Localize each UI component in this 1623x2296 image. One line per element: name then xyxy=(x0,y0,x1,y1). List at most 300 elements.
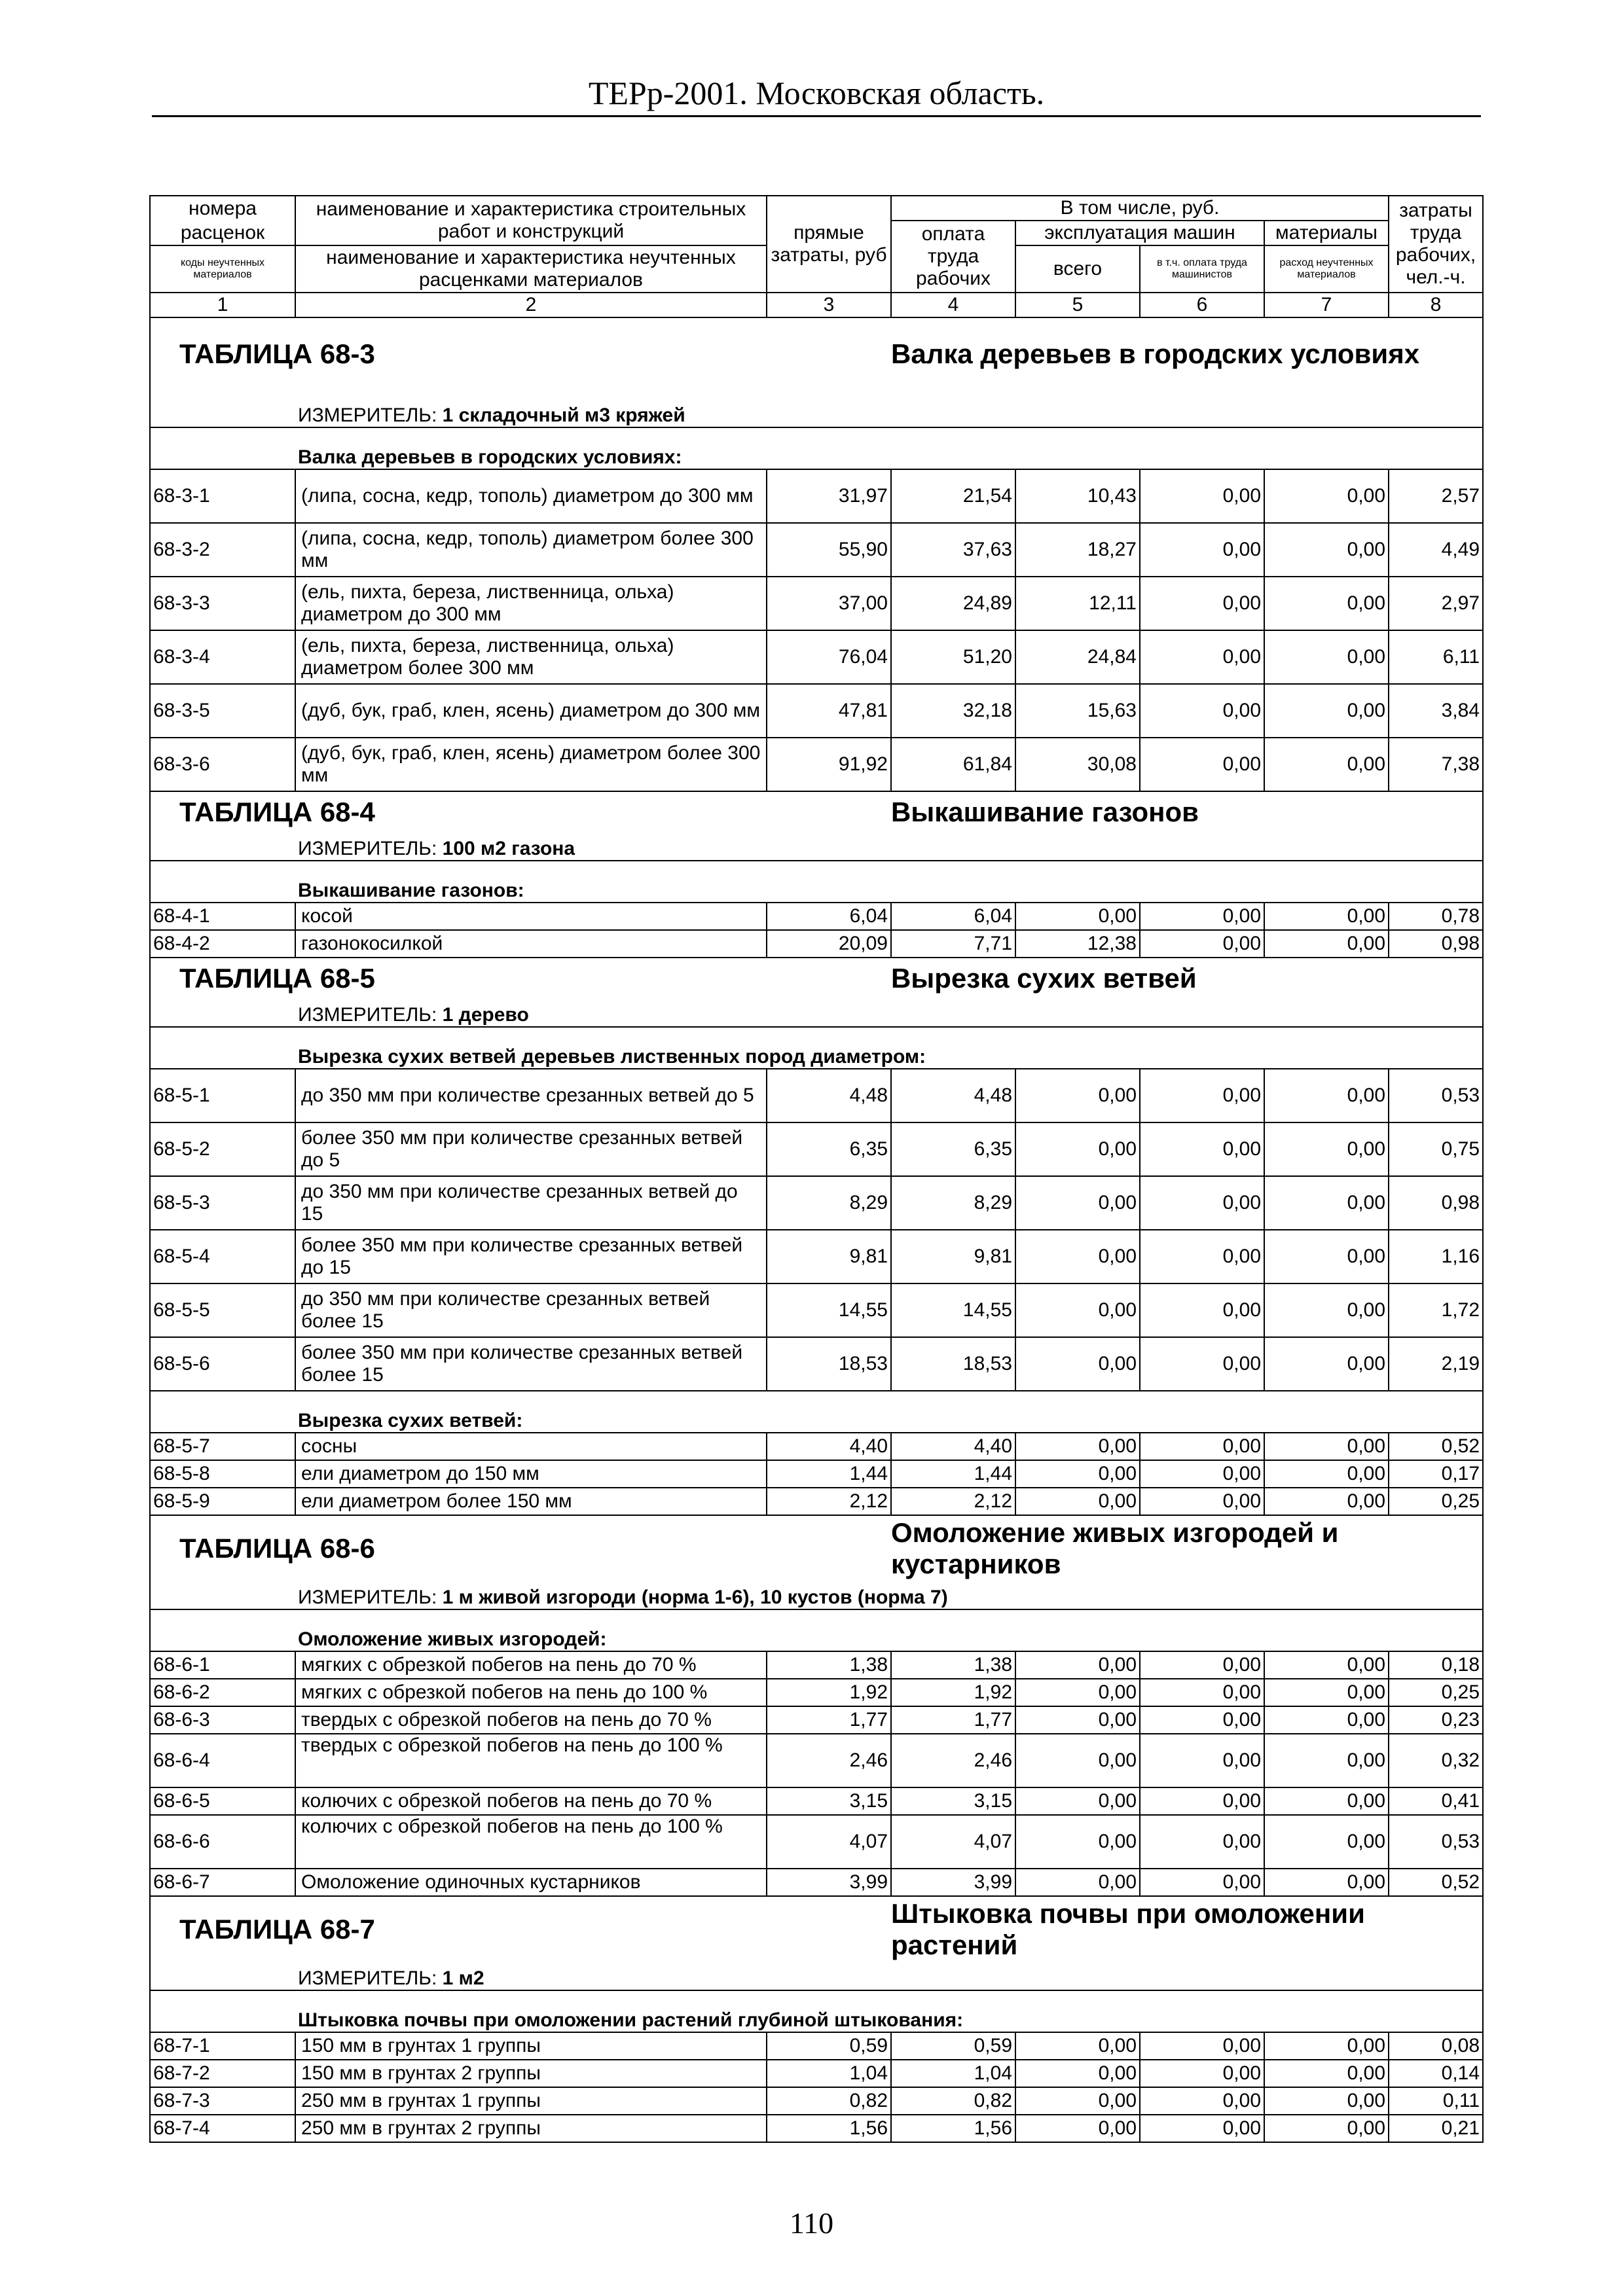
col-code-label-2: расценок xyxy=(150,221,295,245)
value-cell: 6,11 xyxy=(1389,630,1483,684)
value-cell: 14,55 xyxy=(767,1283,891,1337)
rate-code: 68-5-9 xyxy=(150,1488,295,1515)
table-row xyxy=(150,903,1483,930)
value-cell: 1,72 xyxy=(1389,1283,1483,1337)
table-row xyxy=(150,1122,1483,1176)
rate-code: 68-5-7 xyxy=(150,1433,295,1460)
rate-code: 68-3-5 xyxy=(150,684,295,738)
group-heading-row xyxy=(150,1609,1483,1651)
group-heading-row xyxy=(150,1391,1483,1433)
value-cell: 15,63 xyxy=(1015,684,1140,738)
column-number: 1 xyxy=(150,293,295,317)
col-code-label: номера xyxy=(150,196,295,221)
group-spacer xyxy=(150,427,295,469)
rate-code: 68-3-1 xyxy=(150,469,295,523)
value-cell: 0,00 xyxy=(1264,1706,1389,1734)
value-cell: 0,00 xyxy=(1140,1787,1264,1815)
measure-value: 1 м2 xyxy=(442,1967,484,1989)
measure-label: ИЗМЕРИТЕЛЬ: xyxy=(298,1004,443,1026)
rate-name: 250 мм в грунтах 2 группы xyxy=(295,2115,767,2142)
value-cell: 0,00 xyxy=(1140,2115,1264,2142)
table-subtitle: Вырезка сухих ветвей xyxy=(891,958,1483,998)
measure-cell xyxy=(295,1581,1483,1609)
value-cell: 0,00 xyxy=(1264,2060,1389,2087)
value-cell: 37,63 xyxy=(891,523,1015,577)
column-number: 5 xyxy=(1015,293,1140,317)
value-cell: 0,25 xyxy=(1389,1488,1483,1515)
value-cell: 0,00 xyxy=(1264,1122,1389,1176)
rate-code: 68-3-6 xyxy=(150,738,295,791)
measure-value: 1 м живой изгороди (норма 1-6), 10 кустов (норма 7) xyxy=(442,1587,948,1608)
rate-name: ели диаметром до 150 мм xyxy=(295,1460,767,1488)
value-cell: 0,98 xyxy=(1389,1176,1483,1230)
group-spacer xyxy=(150,861,295,903)
value-cell: 1,44 xyxy=(891,1460,1015,1488)
rate-code: 68-6-3 xyxy=(150,1706,295,1734)
value-cell: 1,04 xyxy=(891,2060,1015,2087)
value-cell: 0,00 xyxy=(1264,930,1389,958)
value-cell: 0,00 xyxy=(1140,1706,1264,1734)
value-cell: 0,00 xyxy=(1140,1230,1264,1283)
rate-code: 68-6-4 xyxy=(150,1734,295,1787)
table-row xyxy=(150,523,1483,577)
table-title-row xyxy=(150,1896,1483,1962)
measure-spacer xyxy=(150,998,295,1027)
measure-label: ИЗМЕРИТЕЛЬ: xyxy=(298,404,443,426)
value-cell: 0,00 xyxy=(1264,523,1389,577)
value-cell: 61,84 xyxy=(891,738,1015,791)
rate-code: 68-4-1 xyxy=(150,903,295,930)
value-cell: 0,00 xyxy=(1140,738,1264,791)
value-cell: 31,97 xyxy=(767,469,891,523)
value-cell: 2,97 xyxy=(1389,577,1483,630)
value-cell: 0,00 xyxy=(1140,2032,1264,2060)
measure-row xyxy=(150,998,1483,1027)
value-cell: 0,52 xyxy=(1389,1433,1483,1460)
value-cell: 0,00 xyxy=(1264,1460,1389,1488)
value-cell: 32,18 xyxy=(891,684,1015,738)
value-cell: 0,18 xyxy=(1389,1651,1483,1679)
group-spacer xyxy=(150,1609,295,1651)
value-cell: 0,00 xyxy=(1264,1230,1389,1283)
col-wages: оплата труда рабочих xyxy=(891,221,1015,293)
value-cell: 4,48 xyxy=(767,1069,891,1122)
value-cell: 0,75 xyxy=(1389,1122,1483,1176)
rate-name: твердых с обрезкой побегов на пень до 100 % xyxy=(295,1734,767,1787)
value-cell: 0,00 xyxy=(1264,1679,1389,1706)
measure-label: ИЗМЕРИТЕЛЬ: xyxy=(298,838,443,859)
value-cell: 0,98 xyxy=(1389,930,1483,958)
rate-name: (дуб, бук, граб, клен, ясень) диаметром до 300 мм xyxy=(295,684,767,738)
rate-name: Омоложение одиночных кустарников xyxy=(295,1869,767,1896)
value-cell: 30,08 xyxy=(1015,738,1140,791)
table-row xyxy=(150,1869,1483,1896)
rate-name: более 350 мм при количестве срезанных ветвей до 5 xyxy=(295,1122,767,1176)
value-cell: 0,00 xyxy=(1015,1230,1140,1283)
rate-code: 68-5-4 xyxy=(150,1230,295,1283)
table-number: ТАБЛИЦА 68-6 xyxy=(150,1515,891,1581)
value-cell: 0,00 xyxy=(1015,1069,1140,1122)
value-cell: 1,38 xyxy=(891,1651,1015,1679)
rate-code: 68-6-1 xyxy=(150,1651,295,1679)
value-cell: 0,00 xyxy=(1140,1815,1264,1869)
measure-spacer xyxy=(150,389,295,427)
rate-name: (дуб, бук, граб, клен, ясень) диаметром более 300 мм xyxy=(295,738,767,791)
value-cell: 0,00 xyxy=(1264,2087,1389,2115)
value-cell: 0,78 xyxy=(1389,903,1483,930)
measure-spacer xyxy=(150,1962,295,1990)
rate-name: мягких с обрезкой побегов на пень до 70 % xyxy=(295,1651,767,1679)
value-cell: 1,92 xyxy=(767,1679,891,1706)
value-cell: 4,40 xyxy=(767,1433,891,1460)
table-row xyxy=(150,577,1483,630)
value-cell: 0,11 xyxy=(1389,2087,1483,2115)
value-cell: 37,00 xyxy=(767,577,891,630)
value-cell: 0,00 xyxy=(1264,2032,1389,2060)
value-cell: 1,77 xyxy=(891,1706,1015,1734)
value-cell: 4,40 xyxy=(891,1433,1015,1460)
table-row xyxy=(150,930,1483,958)
measure-cell xyxy=(295,998,1483,1027)
table-row xyxy=(150,1433,1483,1460)
value-cell: 0,21 xyxy=(1389,2115,1483,2142)
column-number: 6 xyxy=(1140,293,1264,317)
value-cell: 0,00 xyxy=(1015,1337,1140,1391)
table-number: ТАБЛИЦА 68-4 xyxy=(150,791,891,832)
table-row xyxy=(150,1651,1483,1679)
group-spacer xyxy=(150,1391,295,1433)
value-cell: 0,82 xyxy=(767,2087,891,2115)
table-title-row xyxy=(150,791,1483,832)
value-cell: 0,00 xyxy=(1015,2115,1140,2142)
value-cell: 0,59 xyxy=(891,2032,1015,2060)
measure-label: ИЗМЕРИТЕЛЬ: xyxy=(298,1587,443,1608)
measure-row xyxy=(150,389,1483,427)
value-cell: 0,59 xyxy=(767,2032,891,2060)
value-cell: 0,25 xyxy=(1389,1679,1483,1706)
table-row xyxy=(150,1337,1483,1391)
rate-name: (липа, сосна, кедр, тополь) диаметром более 300 мм xyxy=(295,523,767,577)
rate-code: 68-3-4 xyxy=(150,630,295,684)
value-cell: 0,53 xyxy=(1389,1815,1483,1869)
value-cell: 12,38 xyxy=(1015,930,1140,958)
measure-value: 1 дерево xyxy=(442,1004,529,1026)
value-cell: 12,11 xyxy=(1015,577,1140,630)
value-cell: 0,53 xyxy=(1389,1069,1483,1122)
value-cell: 2,46 xyxy=(891,1734,1015,1787)
rate-name: колючих с обрезкой побегов на пень до 100 % xyxy=(295,1815,767,1869)
measure-label: ИЗМЕРИТЕЛЬ: xyxy=(298,1967,443,1989)
value-cell: 0,00 xyxy=(1264,1433,1389,1460)
measure-cell xyxy=(295,832,1483,861)
group-heading-row xyxy=(150,1027,1483,1069)
value-cell: 0,00 xyxy=(1015,1488,1140,1515)
rate-code: 68-7-2 xyxy=(150,2060,295,2087)
value-cell: 0,00 xyxy=(1015,1283,1140,1337)
value-cell: 0,23 xyxy=(1389,1706,1483,1734)
group-heading: Вырезка сухих ветвей деревьев лиственных пород диаметром: xyxy=(295,1027,1483,1069)
value-cell: 0,00 xyxy=(1140,684,1264,738)
value-cell: 7,38 xyxy=(1389,738,1483,791)
table-row xyxy=(150,684,1483,738)
rate-name: ели диаметром более 150 мм xyxy=(295,1488,767,1515)
value-cell: 0,00 xyxy=(1015,1122,1140,1176)
table-row xyxy=(150,2115,1483,2142)
rate-name: 250 мм в грунтах 1 группы xyxy=(295,2087,767,2115)
value-cell: 0,00 xyxy=(1015,1815,1140,1869)
value-cell: 0,00 xyxy=(1140,1734,1264,1787)
value-cell: 0,00 xyxy=(1140,630,1264,684)
table-subtitle: Валка деревьев в городских условиях xyxy=(891,317,1483,389)
table-row xyxy=(150,1069,1483,1122)
value-cell: 0,00 xyxy=(1264,1176,1389,1230)
table-title-row xyxy=(150,1515,1483,1581)
column-number: 2 xyxy=(295,293,767,317)
rate-name: более 350 мм при количестве срезанных ветвей более 15 xyxy=(295,1337,767,1391)
group-heading: Выкашивание газонов: xyxy=(295,861,1483,903)
value-cell: 1,77 xyxy=(767,1706,891,1734)
value-cell: 14,55 xyxy=(891,1283,1015,1337)
table-row xyxy=(150,1706,1483,1734)
col-machines: эксплуатация машин xyxy=(1015,221,1264,245)
value-cell: 0,00 xyxy=(1264,2115,1389,2142)
value-cell: 0,00 xyxy=(1015,1734,1140,1787)
table-row xyxy=(150,2060,1483,2087)
value-cell: 1,56 xyxy=(891,2115,1015,2142)
value-cell: 1,04 xyxy=(767,2060,891,2087)
value-cell: 9,81 xyxy=(767,1230,891,1283)
rate-name: твердых с обрезкой побегов на пень до 70 % xyxy=(295,1706,767,1734)
col-machinist-wages: в т.ч. оплата труда машинистов xyxy=(1140,245,1264,293)
value-cell: 0,00 xyxy=(1264,738,1389,791)
value-cell: 0,00 xyxy=(1264,1651,1389,1679)
value-cell: 0,00 xyxy=(1140,469,1264,523)
group-heading-row xyxy=(150,861,1483,903)
table-number: ТАБЛИЦА 68-3 xyxy=(150,317,891,389)
value-cell: 0,00 xyxy=(1264,1337,1389,1391)
value-cell: 0,00 xyxy=(1264,577,1389,630)
rate-name: мягких с обрезкой побегов на пень до 100 % xyxy=(295,1679,767,1706)
table-row xyxy=(150,738,1483,791)
col-labor-costs: затраты труда рабочих, чел.-ч. xyxy=(1389,196,1483,293)
value-cell: 3,99 xyxy=(891,1869,1015,1896)
value-cell: 4,07 xyxy=(767,1815,891,1869)
value-cell: 0,00 xyxy=(1264,469,1389,523)
value-cell: 55,90 xyxy=(767,523,891,577)
value-cell: 0,00 xyxy=(1140,1460,1264,1488)
value-cell: 0,00 xyxy=(1264,1734,1389,1787)
value-cell: 24,84 xyxy=(1015,630,1140,684)
group-spacer xyxy=(150,1027,295,1069)
value-cell: 0,00 xyxy=(1015,1460,1140,1488)
value-cell: 20,09 xyxy=(767,930,891,958)
rate-code: 68-5-2 xyxy=(150,1122,295,1176)
value-cell: 0,00 xyxy=(1140,1122,1264,1176)
value-cell: 0,00 xyxy=(1015,1706,1140,1734)
price-table xyxy=(149,195,1484,2143)
table-row xyxy=(150,1460,1483,1488)
rate-name: (липа, сосна, кедр, тополь) диаметром до 300 мм xyxy=(295,469,767,523)
table-row xyxy=(150,2032,1483,2060)
measure-row xyxy=(150,832,1483,861)
group-heading-row xyxy=(150,427,1483,469)
table-subtitle: Омоложение живых изгородей и кустарников xyxy=(891,1515,1483,1581)
table-row xyxy=(150,1679,1483,1706)
value-cell: 0,00 xyxy=(1015,1787,1140,1815)
value-cell: 0,00 xyxy=(1015,1433,1140,1460)
value-cell: 7,71 xyxy=(891,930,1015,958)
rate-name: до 350 мм при количестве срезанных ветвей до 15 xyxy=(295,1176,767,1230)
value-cell: 1,38 xyxy=(767,1651,891,1679)
value-cell: 0,00 xyxy=(1264,1869,1389,1896)
table-number: ТАБЛИЦА 68-5 xyxy=(150,958,891,998)
value-cell: 0,00 xyxy=(1015,2032,1140,2060)
table-row xyxy=(150,1230,1483,1283)
value-cell: 0,00 xyxy=(1140,523,1264,577)
value-cell: 18,27 xyxy=(1015,523,1140,577)
rate-name: косой xyxy=(295,903,767,930)
value-cell: 2,12 xyxy=(891,1488,1015,1515)
value-cell: 18,53 xyxy=(767,1337,891,1391)
value-cell: 0,00 xyxy=(1015,1651,1140,1679)
table-subtitle: Выкашивание газонов xyxy=(891,791,1483,832)
measure-cell xyxy=(295,1962,1483,1990)
measure-spacer xyxy=(150,1581,295,1609)
value-cell: 0,52 xyxy=(1389,1869,1483,1896)
value-cell: 0,00 xyxy=(1140,1433,1264,1460)
rate-code: 68-5-5 xyxy=(150,1283,295,1337)
value-cell: 0,00 xyxy=(1140,930,1264,958)
value-cell: 0,82 xyxy=(891,2087,1015,2115)
col-incl-label: В том числе, руб. xyxy=(891,196,1389,221)
table-row xyxy=(150,469,1483,523)
rate-name: сосны xyxy=(295,1433,767,1460)
table-row xyxy=(150,2087,1483,2115)
value-cell: 0,00 xyxy=(1264,1488,1389,1515)
measure-cell xyxy=(295,389,1483,427)
rate-code: 68-5-1 xyxy=(150,1069,295,1122)
column-number: 7 xyxy=(1264,293,1389,317)
value-cell: 1,56 xyxy=(767,2115,891,2142)
col-material-name: наименование и характеристика неучтенных расценками материалов xyxy=(295,245,767,293)
value-cell: 0,00 xyxy=(1140,2087,1264,2115)
table-row xyxy=(150,1787,1483,1815)
value-cell: 91,92 xyxy=(767,738,891,791)
value-cell: 0,17 xyxy=(1389,1460,1483,1488)
value-cell: 0,00 xyxy=(1140,1679,1264,1706)
value-cell: 0,08 xyxy=(1389,2032,1483,2060)
value-cell: 6,35 xyxy=(767,1122,891,1176)
value-cell: 10,43 xyxy=(1015,469,1140,523)
rate-name: более 350 мм при количестве срезанных ветвей до 15 xyxy=(295,1230,767,1283)
value-cell: 18,53 xyxy=(891,1337,1015,1391)
value-cell: 0,00 xyxy=(1140,1869,1264,1896)
value-cell: 6,35 xyxy=(891,1122,1015,1176)
column-number: 3 xyxy=(767,293,891,317)
value-cell: 9,81 xyxy=(891,1230,1015,1283)
col-material-codes: коды неучтенных материалов xyxy=(150,245,295,293)
value-cell: 1,16 xyxy=(1389,1230,1483,1283)
value-cell: 6,04 xyxy=(891,903,1015,930)
measure-value: 1 складочный м3 кряжей xyxy=(442,404,685,426)
value-cell: 3,99 xyxy=(767,1869,891,1896)
value-cell: 2,46 xyxy=(767,1734,891,1787)
table-row xyxy=(150,1176,1483,1230)
rate-code: 68-5-6 xyxy=(150,1337,295,1391)
rate-code: 68-7-1 xyxy=(150,2032,295,2060)
value-cell: 2,12 xyxy=(767,1488,891,1515)
rate-code: 68-6-6 xyxy=(150,1815,295,1869)
rate-code: 68-6-5 xyxy=(150,1787,295,1815)
value-cell: 0,00 xyxy=(1015,1679,1140,1706)
group-heading-row xyxy=(150,1990,1483,2032)
value-cell: 0,00 xyxy=(1140,2060,1264,2087)
measure-value: 100 м2 газона xyxy=(442,838,575,859)
value-cell: 0,00 xyxy=(1140,1176,1264,1230)
rate-code: 68-7-3 xyxy=(150,2087,295,2115)
value-cell: 0,00 xyxy=(1264,903,1389,930)
rate-name: 150 мм в грунтах 2 группы xyxy=(295,2060,767,2087)
measure-spacer xyxy=(150,832,295,861)
value-cell: 51,20 xyxy=(891,630,1015,684)
value-cell: 8,29 xyxy=(891,1176,1015,1230)
value-cell: 0,00 xyxy=(1140,1069,1264,1122)
group-spacer xyxy=(150,1990,295,2032)
group-heading: Омоложение живых изгородей: xyxy=(295,1609,1483,1651)
value-cell: 0,00 xyxy=(1140,1337,1264,1391)
value-cell: 0,00 xyxy=(1264,1069,1389,1122)
value-cell: 4,49 xyxy=(1389,523,1483,577)
page-number: 110 xyxy=(789,2206,834,2240)
value-cell: 3,15 xyxy=(767,1787,891,1815)
value-cell: 0,00 xyxy=(1140,577,1264,630)
value-cell: 47,81 xyxy=(767,684,891,738)
value-cell: 0,00 xyxy=(1015,2087,1140,2115)
value-cell: 0,00 xyxy=(1015,2060,1140,2087)
value-cell: 0,00 xyxy=(1264,1815,1389,1869)
value-cell: 0,00 xyxy=(1264,1787,1389,1815)
value-cell: 0,00 xyxy=(1015,903,1140,930)
table-row xyxy=(150,630,1483,684)
rate-code: 68-6-7 xyxy=(150,1869,295,1896)
value-cell: 0,32 xyxy=(1389,1734,1483,1787)
value-cell: 0,00 xyxy=(1140,1651,1264,1679)
col-direct-costs: прямые затраты, руб xyxy=(767,196,891,293)
value-cell: 2,19 xyxy=(1389,1337,1483,1391)
rate-name: газонокосилкой xyxy=(295,930,767,958)
col-name-label: наименование и характеристика строительных работ и конструкций xyxy=(295,196,767,245)
value-cell: 2,57 xyxy=(1389,469,1483,523)
rate-code: 68-7-4 xyxy=(150,2115,295,2142)
column-number: 8 xyxy=(1389,293,1483,317)
rate-code: 68-3-3 xyxy=(150,577,295,630)
column-number: 4 xyxy=(891,293,1015,317)
value-cell: 4,48 xyxy=(891,1069,1015,1122)
value-cell: 4,07 xyxy=(891,1815,1015,1869)
table-subtitle: Штыковка почвы при омоложении растений xyxy=(891,1896,1483,1962)
value-cell: 76,04 xyxy=(767,630,891,684)
rate-name: 150 мм в грунтах 1 группы xyxy=(295,2032,767,2060)
value-cell: 6,04 xyxy=(767,903,891,930)
value-cell: 24,89 xyxy=(891,577,1015,630)
rate-code: 68-3-2 xyxy=(150,523,295,577)
measure-row xyxy=(150,1581,1483,1609)
value-cell: 0,00 xyxy=(1140,1283,1264,1337)
value-cell: 0,00 xyxy=(1015,1176,1140,1230)
value-cell: 1,44 xyxy=(767,1460,891,1488)
rate-code: 68-5-8 xyxy=(150,1460,295,1488)
table-title-row xyxy=(150,317,1483,389)
